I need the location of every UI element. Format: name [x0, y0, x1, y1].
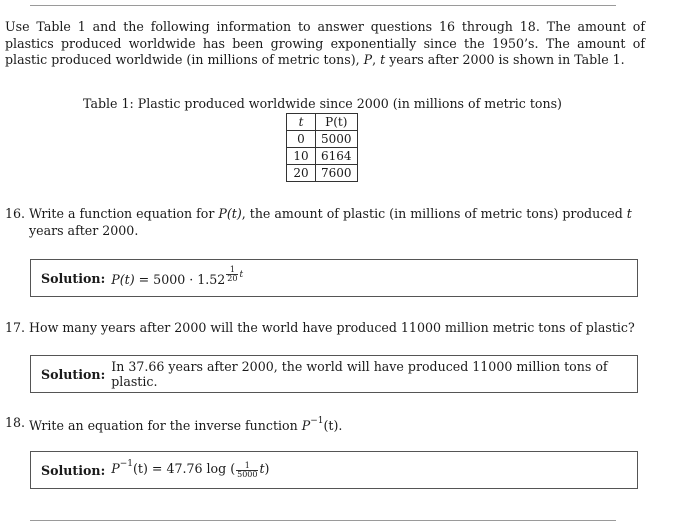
q16-text-b: , the amount of plastic (in millions of metric tons) produced [241, 206, 627, 221]
q16-var-t: t [626, 206, 632, 221]
solution-label: Solution: [41, 270, 106, 286]
plastic-table [286, 113, 358, 182]
intro-text-a: Use Table 1 and the following information to answer questions 16 through 18. The amount of plastics produced worldwide has been growing exponentially since the 1950’s. The amount of plastic produced worldwide (in millions of metric tons), [5, 19, 645, 67]
question-text [29, 415, 645, 435]
q18-math2: (t) [323, 418, 339, 434]
table-row [287, 165, 358, 182]
table-header-t: t [287, 114, 316, 131]
question-number: 18. [5, 415, 26, 430]
intro-var-t: t [380, 52, 386, 67]
question-text: How many years after 2000 will the world have produced 11000 million metric tons of plastic? [29, 320, 635, 335]
table-cell: 10 [287, 148, 316, 165]
solution-label: Solution: [41, 462, 106, 478]
sol18-frac [236, 462, 258, 479]
sol16-exp-den: 20 [227, 274, 238, 284]
table-cell: 0 [287, 131, 316, 148]
top-rule [30, 5, 616, 6]
question-number: 16. [5, 206, 26, 221]
question-18 [5, 415, 645, 435]
table-cell: 5000 [316, 131, 358, 148]
sol16-exp-frac [226, 266, 238, 283]
sol18-var: t [259, 461, 265, 477]
q16-text-c: years after 2000. [29, 222, 139, 238]
bottom-rule [30, 520, 616, 521]
table-row [287, 131, 358, 148]
q16-text-a: Write a function equation for [29, 206, 219, 221]
sol16-eq: = 5000 · 1.52 [134, 272, 226, 288]
sol18-close: ) [264, 461, 270, 477]
table-row [287, 148, 358, 165]
q18-sup: −1 [310, 416, 324, 426]
sol16-lhs: P(t) [111, 272, 135, 288]
sol18-lhs2: (t) [133, 461, 148, 477]
solution-box-18 [30, 451, 638, 489]
question-number: 17. [5, 320, 26, 335]
solution-box-17 [30, 355, 638, 393]
table-cell: 6164 [316, 148, 358, 165]
solution-equation [111, 265, 244, 288]
sol18-frac-den: 5000 [237, 469, 258, 479]
table-cell: 20 [287, 165, 316, 182]
question-16 [5, 206, 645, 239]
solution-label: Solution: [41, 366, 106, 382]
question-text [29, 206, 645, 239]
q18-text-b: . [338, 418, 343, 434]
solution-equation [111, 461, 269, 478]
intro-text-c: years after 2000 is shown in Table 1. [385, 52, 625, 67]
q18-text-a: Write an equation for the inverse function [29, 418, 302, 434]
solution-box-16 [30, 259, 638, 297]
table-header-row [287, 114, 358, 131]
sol18-sup: −1 [119, 459, 134, 470]
intro-paragraph [5, 19, 645, 69]
q16-math: P(t) [218, 206, 242, 221]
q18-math: P [301, 418, 311, 434]
table-header-pt: P(t) [316, 114, 358, 131]
sol18-eq: = 47.76 log ( [147, 461, 236, 477]
sol16-exp-var: t [239, 270, 244, 281]
sol16-exponent [225, 265, 244, 284]
sol16-exp-num: 1 [226, 266, 238, 275]
sol18-lhs: P [111, 461, 120, 477]
table-caption: Table 1: Plastic produced worldwide since 2000 (in millions of metric tons) [83, 96, 562, 111]
table-cell: 7600 [316, 165, 358, 182]
solution-text: In 37.66 years after 2000, the world will have produced 11000 million tons of plastic. [111, 359, 608, 389]
question-17 [5, 320, 645, 337]
intro-text-b: , [372, 52, 381, 67]
intro-var-p: P [363, 52, 373, 67]
sol18-frac-num: 1 [236, 462, 258, 471]
